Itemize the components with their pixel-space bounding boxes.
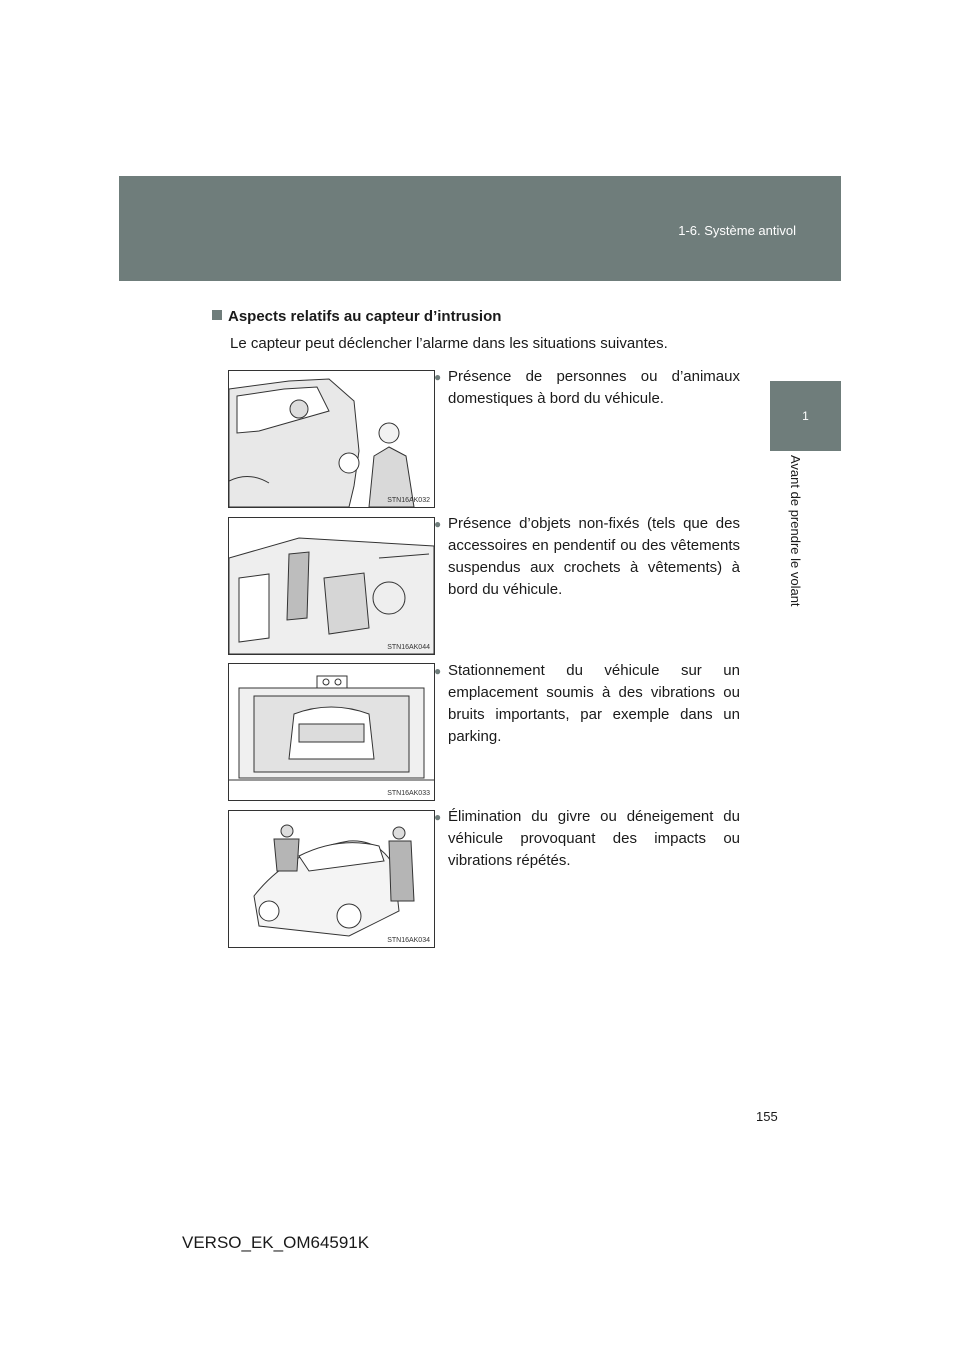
bullet-icon: ●	[434, 517, 442, 531]
header-bar	[119, 176, 841, 281]
list-item-text: Présence de personnes ou d’animaux domestiques à bord du véhicule.	[448, 368, 740, 407]
list-item	[434, 513, 740, 601]
car-side-illustration	[229, 371, 434, 507]
parking-illustration	[229, 664, 434, 800]
figure-interior	[228, 517, 435, 655]
heading-square-icon	[212, 310, 222, 320]
list-item	[434, 806, 740, 872]
intro-text: Le capteur peut déclencher l’alarme dans les situations suivantes.	[230, 335, 668, 352]
list-item	[434, 366, 740, 410]
bullet-icon: ●	[434, 370, 442, 384]
section-heading	[212, 308, 501, 325]
list-item-text: Présence d’objets non-fixés (tels que des accessoires en pendentif ou des vêtements suspendus aux crochets à vêtements) à bord du véhicule.	[448, 515, 740, 598]
list-item-text: Stationnement du véhicule sur un emplacement soumis à des vibrations ou bruits importants, par exemple dans un parking.	[448, 662, 740, 745]
list-item	[434, 660, 740, 748]
heading-text: Aspects relatifs au capteur d’intrusion	[228, 308, 502, 325]
figure-code: STN16AK044	[387, 644, 430, 651]
snow-removal-illustration	[229, 811, 434, 947]
section-title: 1-6. Système antivol	[678, 223, 796, 238]
bullet-icon: ●	[434, 664, 442, 678]
document-code: VERSO_EK_OM64591K	[182, 1233, 370, 1252]
figure-pet-person	[228, 370, 435, 508]
list-item-text: Élimination du givre ou déneigement du véhicule provoquant des impacts ou vibrations répétés.	[448, 808, 740, 869]
figure-code: STN16AK033	[387, 790, 430, 797]
page-number: 155	[756, 1109, 778, 1124]
chapter-label: Avant de prendre le volant	[788, 455, 803, 607]
figure-code: STN16AK034	[387, 937, 430, 944]
figure-snow	[228, 810, 435, 948]
bullet-icon: ●	[434, 810, 442, 824]
figure-code: STN16AK032	[387, 497, 430, 504]
chapter-tab: 1	[770, 381, 841, 451]
figure-parking	[228, 663, 435, 801]
interior-illustration	[229, 518, 434, 654]
